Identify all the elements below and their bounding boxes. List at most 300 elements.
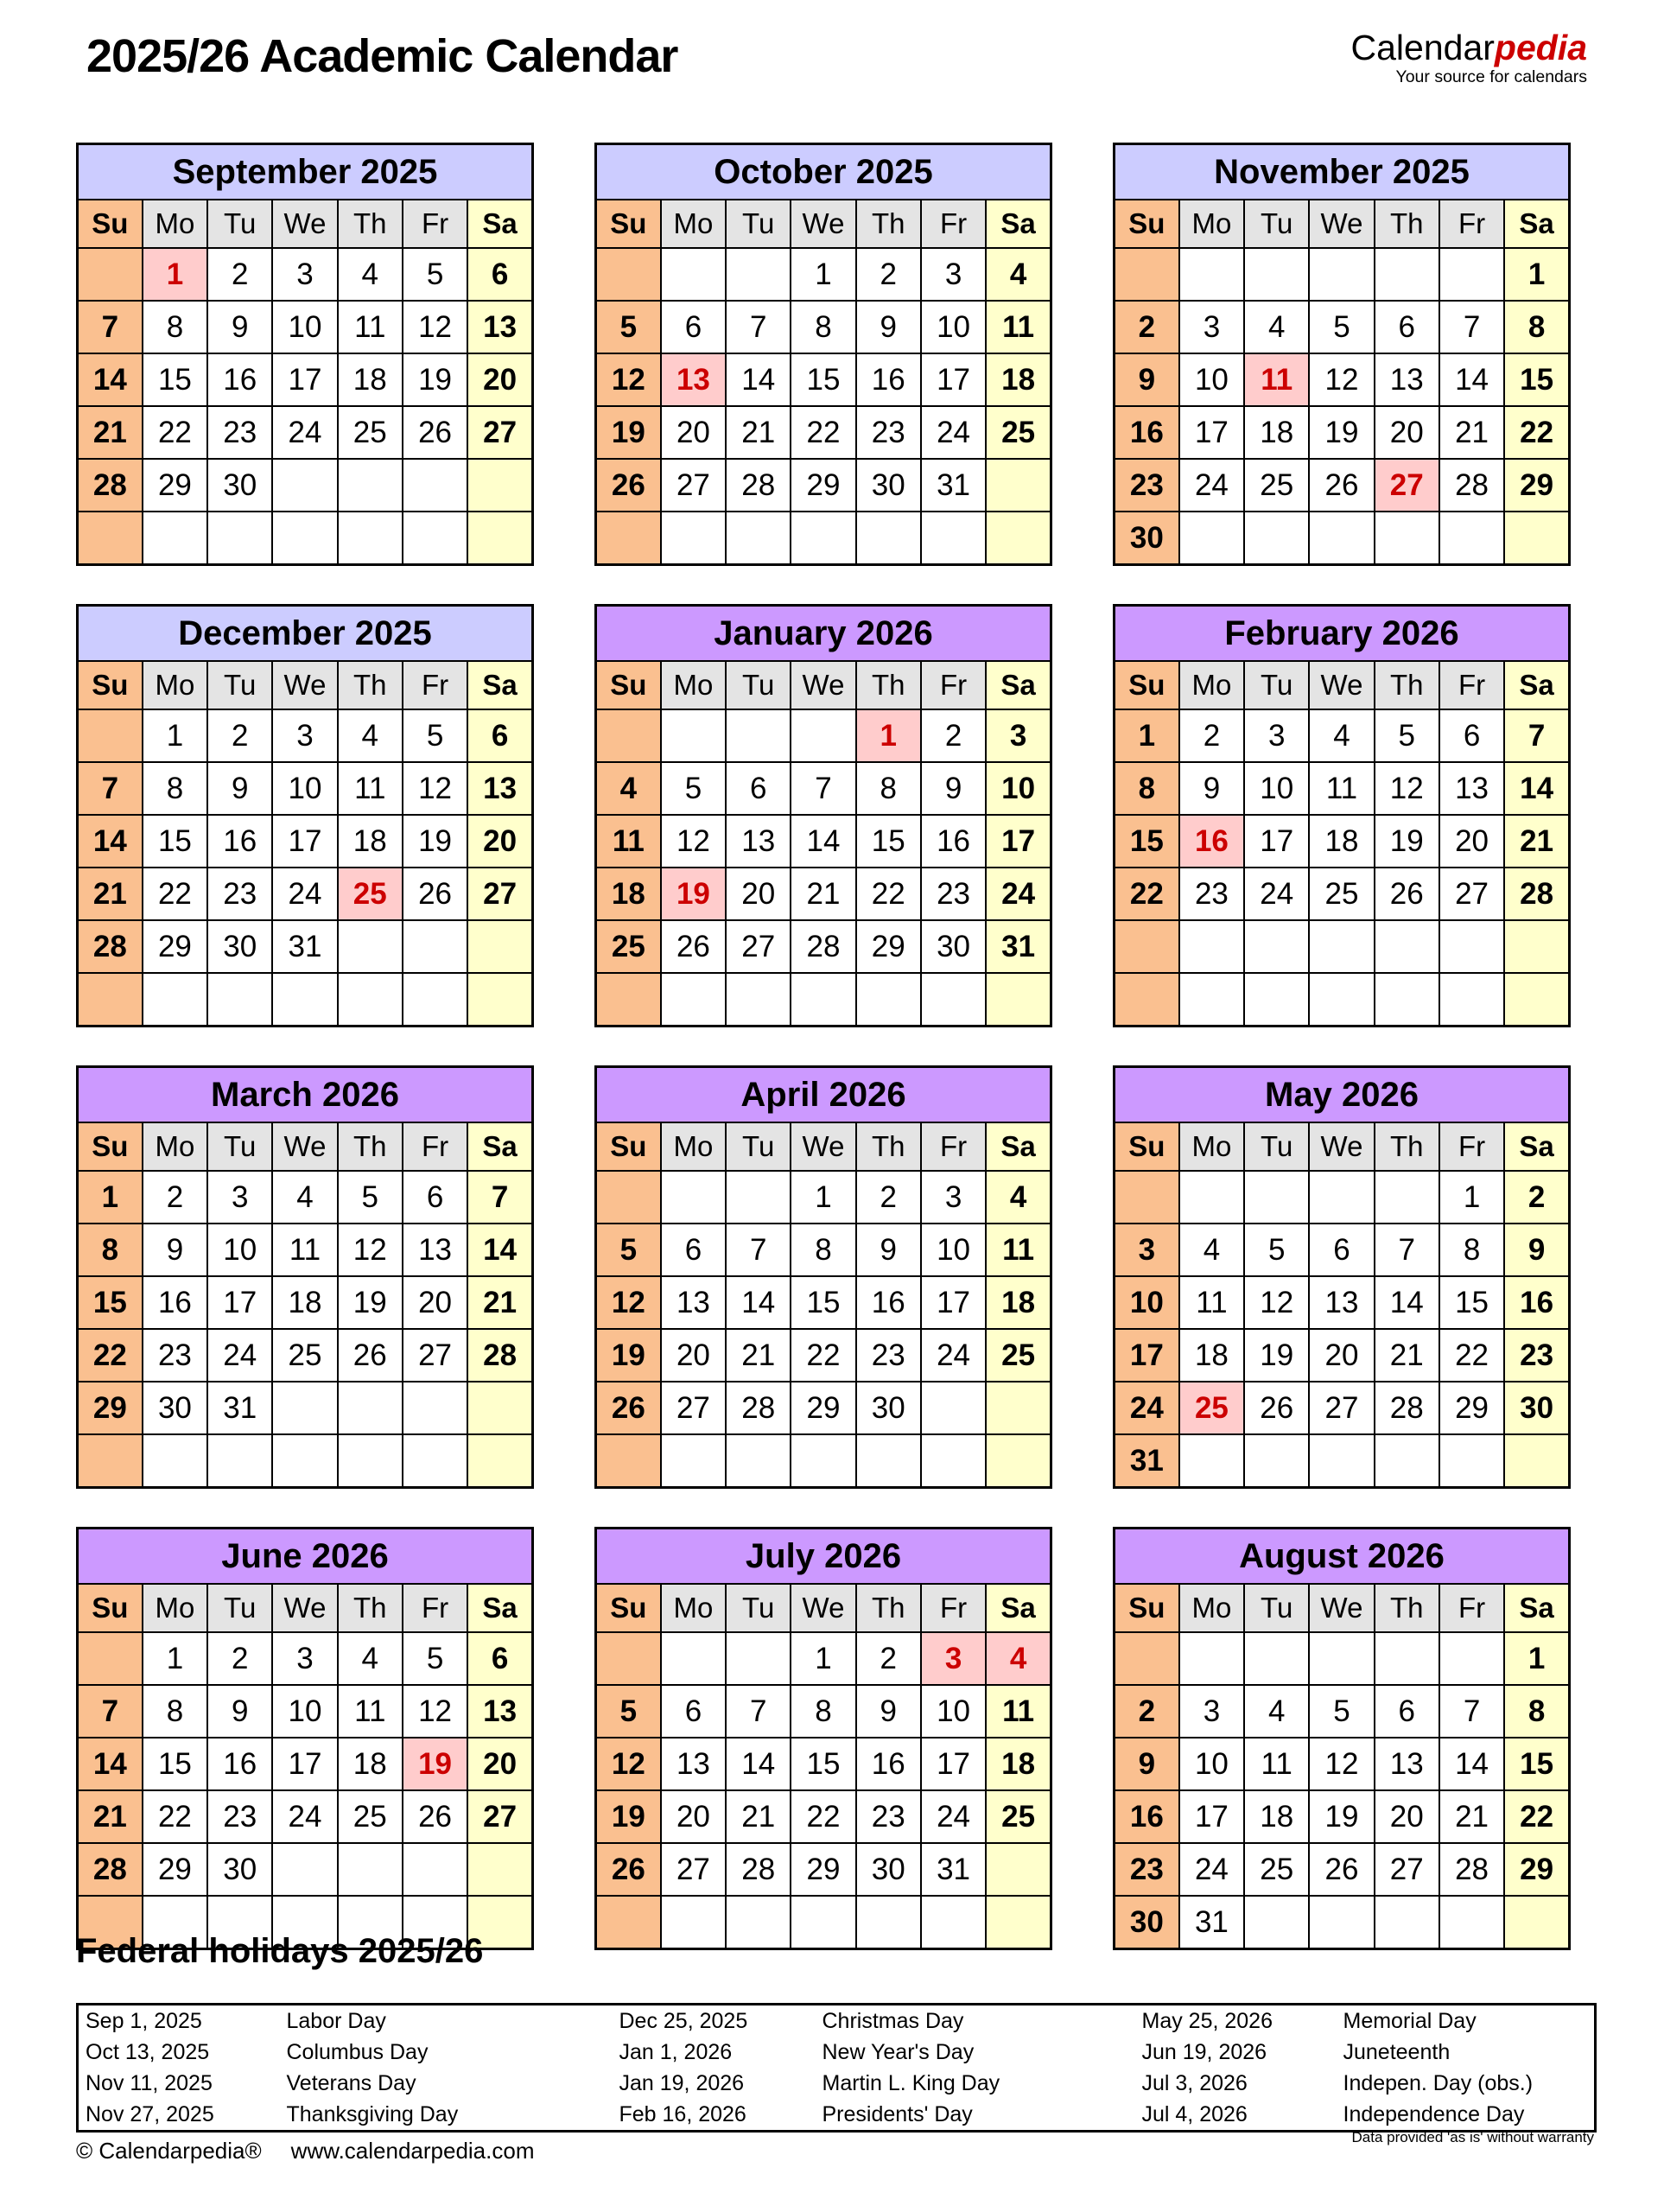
day-cell: 13 [726, 815, 791, 868]
day-cell: 26 [596, 1843, 661, 1896]
empty-cell [403, 1382, 467, 1434]
logo-part-pedia: pedia [1494, 28, 1587, 67]
weekday-header-th: Th [1375, 661, 1439, 709]
month-calendar-september-2025 [76, 143, 534, 566]
day-cell: 24 [1244, 868, 1309, 920]
holiday-date: May 25, 2026 [1141, 2008, 1273, 2033]
month-title: August 2026 [1115, 1529, 1570, 1585]
empty-cell [467, 1434, 532, 1488]
day-cell: 15 [143, 1738, 207, 1790]
empty-cell [467, 459, 532, 512]
empty-cell [1309, 1171, 1374, 1224]
day-cell: 22 [1504, 406, 1569, 459]
weekday-header-su: Su [78, 200, 143, 248]
day-cell: 29 [78, 1382, 143, 1434]
empty-cell [1375, 920, 1439, 973]
day-cell: 3 [1244, 709, 1309, 762]
empty-cell [661, 248, 726, 301]
month-calendar-april-2026 [594, 1065, 1052, 1489]
day-cell: 26 [403, 1790, 467, 1843]
day-cell: 22 [791, 406, 855, 459]
day-cell: 28 [726, 1382, 791, 1434]
empty-cell [1439, 512, 1504, 565]
day-cell: 10 [272, 301, 337, 353]
empty-cell [726, 1434, 791, 1488]
weekday-header-fr: Fr [403, 1122, 467, 1171]
empty-cell [1439, 920, 1504, 973]
weekday-header-mo: Mo [661, 1122, 726, 1171]
empty-cell [207, 512, 272, 565]
day-cell: 8 [143, 301, 207, 353]
weekday-header-mo: Mo [661, 1584, 726, 1632]
empty-cell [403, 973, 467, 1027]
holiday-name: Independence Day [1343, 2101, 1525, 2126]
weekday-header-th: Th [338, 200, 403, 248]
empty-cell [467, 512, 532, 565]
day-cell: 6 [467, 709, 532, 762]
day-cell: 17 [207, 1276, 272, 1329]
day-cell: 5 [1244, 1224, 1309, 1276]
day-cell: 18 [1244, 1790, 1309, 1843]
day-cell: 11 [338, 1685, 403, 1738]
weekday-header-mo: Mo [1179, 1122, 1244, 1171]
day-cell: 5 [338, 1171, 403, 1224]
day-cell: 3 [272, 709, 337, 762]
day-cell: 17 [1115, 1329, 1179, 1382]
weekday-header-tu: Tu [726, 1122, 791, 1171]
day-cell: 13 [1439, 762, 1504, 815]
day-cell: 21 [726, 1329, 791, 1382]
day-cell: 19 [1309, 406, 1374, 459]
holiday-name: Presidents' Day [822, 2101, 973, 2126]
day-cell: 25 [338, 868, 403, 920]
day-cell: 15 [143, 353, 207, 406]
day-cell: 6 [661, 301, 726, 353]
day-cell: 14 [1439, 1738, 1504, 1790]
day-cell: 30 [856, 459, 921, 512]
holiday-name: Veterans Day [286, 2070, 416, 2095]
day-cell: 25 [1244, 1843, 1309, 1896]
day-cell: 28 [726, 1843, 791, 1896]
empty-cell [986, 973, 1051, 1027]
day-cell: 10 [986, 762, 1051, 815]
day-cell: 30 [207, 920, 272, 973]
day-cell: 4 [272, 1171, 337, 1224]
empty-cell [1115, 973, 1179, 1027]
day-cell: 19 [596, 406, 661, 459]
day-cell: 8 [791, 301, 855, 353]
empty-cell [856, 512, 921, 565]
month-calendar-may-2026 [1113, 1065, 1571, 1489]
day-cell: 6 [1439, 709, 1504, 762]
empty-cell [143, 1434, 207, 1488]
weekday-header-tu: Tu [726, 661, 791, 709]
empty-cell [596, 1632, 661, 1685]
day-cell: 1 [78, 1171, 143, 1224]
weekday-header-th: Th [856, 1122, 921, 1171]
day-cell: 7 [726, 1224, 791, 1276]
day-cell: 24 [207, 1329, 272, 1382]
day-cell: 27 [467, 868, 532, 920]
day-cell: 19 [403, 1738, 467, 1790]
empty-cell [78, 1632, 143, 1685]
day-cell: 7 [78, 762, 143, 815]
weekday-header-we: We [272, 200, 337, 248]
day-cell: 6 [661, 1685, 726, 1738]
day-cell: 26 [403, 868, 467, 920]
weekday-header-fr: Fr [403, 661, 467, 709]
day-cell: 21 [726, 406, 791, 459]
day-cell: 18 [1309, 815, 1374, 868]
weekday-header-mo: Mo [661, 661, 726, 709]
day-cell: 19 [596, 1790, 661, 1843]
empty-cell [986, 1896, 1051, 1949]
day-cell: 12 [596, 1276, 661, 1329]
day-cell: 6 [661, 1224, 726, 1276]
empty-cell [78, 973, 143, 1027]
day-cell: 23 [207, 1790, 272, 1843]
day-cell: 22 [791, 1790, 855, 1843]
day-cell: 24 [921, 1790, 986, 1843]
empty-cell [1179, 973, 1244, 1027]
day-cell: 26 [1375, 868, 1439, 920]
day-cell: 3 [1179, 1685, 1244, 1738]
weekday-header-we: We [791, 661, 855, 709]
day-cell: 7 [726, 301, 791, 353]
day-cell: 17 [272, 353, 337, 406]
day-cell: 13 [1309, 1276, 1374, 1329]
empty-cell [1504, 1434, 1569, 1488]
day-cell: 1 [1504, 248, 1569, 301]
weekday-header-fr: Fr [1439, 1122, 1504, 1171]
day-cell: 18 [338, 1738, 403, 1790]
day-cell: 17 [1179, 406, 1244, 459]
day-cell: 16 [856, 1276, 921, 1329]
day-cell: 14 [1375, 1276, 1439, 1329]
day-cell: 8 [78, 1224, 143, 1276]
weekday-header-sa: Sa [1504, 1584, 1569, 1632]
day-cell: 2 [1115, 301, 1179, 353]
day-cell: 1 [143, 709, 207, 762]
day-cell: 12 [661, 815, 726, 868]
empty-cell [596, 973, 661, 1027]
day-cell: 10 [921, 1224, 986, 1276]
day-cell: 2 [143, 1171, 207, 1224]
day-cell: 23 [856, 406, 921, 459]
day-cell: 20 [661, 1790, 726, 1843]
day-cell: 17 [921, 1276, 986, 1329]
day-cell: 12 [1309, 353, 1374, 406]
day-cell: 27 [661, 459, 726, 512]
empty-cell [272, 512, 337, 565]
calendarpedia-logo [1351, 29, 1587, 86]
weekday-header-fr: Fr [921, 200, 986, 248]
copyright-text: © Calendarpedia® [76, 2138, 262, 2164]
weekday-header-su: Su [78, 1122, 143, 1171]
day-cell: 17 [272, 1738, 337, 1790]
day-cell: 14 [726, 1738, 791, 1790]
holiday-row [78, 2005, 1596, 2037]
empty-cell [78, 512, 143, 565]
empty-cell [726, 1632, 791, 1685]
weekday-header-we: We [791, 1122, 855, 1171]
day-cell: 5 [403, 248, 467, 301]
empty-cell [78, 1434, 143, 1488]
empty-cell [661, 1434, 726, 1488]
empty-cell [467, 920, 532, 973]
day-cell: 24 [272, 868, 337, 920]
weekday-header-tu: Tu [207, 200, 272, 248]
weekday-header-sa: Sa [467, 661, 532, 709]
weekday-header-su: Su [1115, 661, 1179, 709]
empty-cell [338, 920, 403, 973]
day-cell: 14 [791, 815, 855, 868]
weekday-header-fr: Fr [921, 661, 986, 709]
holiday-name: Columbus Day [286, 2039, 429, 2064]
day-cell: 23 [1115, 1843, 1179, 1896]
day-cell: 28 [467, 1329, 532, 1382]
empty-cell [1439, 248, 1504, 301]
day-cell: 22 [791, 1329, 855, 1382]
day-cell: 15 [791, 1276, 855, 1329]
holiday-date: Jun 19, 2026 [1141, 2039, 1267, 2064]
empty-cell [1375, 973, 1439, 1027]
weekday-header-th: Th [1375, 200, 1439, 248]
day-cell: 8 [1115, 762, 1179, 815]
day-cell: 19 [403, 353, 467, 406]
day-cell: 20 [661, 1329, 726, 1382]
day-cell: 14 [78, 1738, 143, 1790]
day-cell: 9 [1115, 353, 1179, 406]
empty-cell [1244, 512, 1309, 565]
empty-cell [78, 709, 143, 762]
day-cell: 15 [1504, 353, 1569, 406]
weekday-header-su: Su [1115, 1584, 1179, 1632]
day-cell: 18 [272, 1276, 337, 1329]
holiday-date: Jan 1, 2026 [619, 2039, 733, 2064]
empty-cell [661, 1171, 726, 1224]
day-cell: 26 [403, 406, 467, 459]
day-cell: 22 [143, 868, 207, 920]
day-cell: 13 [661, 1738, 726, 1790]
holiday-date: Feb 16, 2026 [619, 2101, 746, 2126]
empty-cell [1309, 1896, 1374, 1949]
empty-cell [272, 1434, 337, 1488]
footer-disclaimer: Data provided 'as is' without warranty [1351, 2129, 1594, 2145]
empty-cell [272, 1382, 337, 1434]
day-cell: 5 [1375, 709, 1439, 762]
empty-cell [1504, 973, 1569, 1027]
empty-cell [661, 709, 726, 762]
day-cell: 11 [272, 1224, 337, 1276]
empty-cell [596, 709, 661, 762]
empty-cell [1375, 1896, 1439, 1949]
day-cell: 19 [1244, 1329, 1309, 1382]
day-cell: 19 [338, 1276, 403, 1329]
day-cell: 4 [596, 762, 661, 815]
empty-cell [1244, 1896, 1309, 1949]
day-cell: 23 [1115, 459, 1179, 512]
day-cell: 31 [921, 459, 986, 512]
day-cell: 5 [403, 709, 467, 762]
day-cell: 26 [1309, 459, 1374, 512]
empty-cell [1439, 1896, 1504, 1949]
page-title: 2025/26 Academic Calendar [86, 30, 678, 82]
day-cell: 27 [1375, 459, 1439, 512]
day-cell: 11 [986, 1685, 1051, 1738]
day-cell: 20 [1375, 406, 1439, 459]
empty-cell [1115, 1632, 1179, 1685]
day-cell: 30 [1504, 1382, 1569, 1434]
day-cell: 27 [726, 920, 791, 973]
day-cell: 29 [856, 920, 921, 973]
day-cell: 30 [1115, 1896, 1179, 1949]
empty-cell [1439, 1434, 1504, 1488]
day-cell: 3 [272, 1632, 337, 1685]
day-cell: 22 [1504, 1790, 1569, 1843]
weekday-header-tu: Tu [1244, 200, 1309, 248]
day-cell: 23 [1179, 868, 1244, 920]
day-cell: 25 [1179, 1382, 1244, 1434]
day-cell: 21 [78, 868, 143, 920]
month-calendar-june-2026 [76, 1527, 534, 1950]
empty-cell [1439, 1632, 1504, 1685]
day-cell: 6 [1375, 301, 1439, 353]
weekday-header-tu: Tu [726, 1584, 791, 1632]
empty-cell [207, 973, 272, 1027]
month-title: November 2025 [1115, 144, 1570, 200]
day-cell: 29 [1439, 1382, 1504, 1434]
day-cell: 29 [143, 920, 207, 973]
day-cell: 18 [986, 353, 1051, 406]
holiday-name: Indepen. Day (obs.) [1343, 2070, 1534, 2095]
day-cell: 31 [1179, 1896, 1244, 1949]
empty-cell [1375, 1171, 1439, 1224]
day-cell: 1 [1504, 1632, 1569, 1685]
day-cell: 18 [1244, 406, 1309, 459]
day-cell: 20 [403, 1276, 467, 1329]
day-cell: 24 [272, 406, 337, 459]
weekday-header-sa: Sa [986, 1122, 1051, 1171]
day-cell: 16 [207, 815, 272, 868]
month-title: May 2026 [1115, 1067, 1570, 1123]
day-cell: 1 [1115, 709, 1179, 762]
day-cell: 6 [403, 1171, 467, 1224]
day-cell: 1 [791, 1632, 855, 1685]
day-cell: 9 [207, 762, 272, 815]
day-cell: 2 [207, 248, 272, 301]
empty-cell [338, 1843, 403, 1896]
day-cell: 3 [921, 248, 986, 301]
day-cell: 19 [661, 868, 726, 920]
empty-cell [338, 973, 403, 1027]
day-cell: 16 [1115, 1790, 1179, 1843]
empty-cell [1375, 512, 1439, 565]
day-cell: 4 [338, 248, 403, 301]
empty-cell [1179, 1434, 1244, 1488]
empty-cell [1244, 1171, 1309, 1224]
day-cell: 27 [467, 406, 532, 459]
day-cell: 29 [143, 1843, 207, 1896]
day-cell: 10 [207, 1224, 272, 1276]
day-cell: 2 [856, 248, 921, 301]
day-cell: 24 [1179, 1843, 1244, 1896]
day-cell: 3 [1115, 1224, 1179, 1276]
day-cell: 7 [78, 1685, 143, 1738]
day-cell: 13 [403, 1224, 467, 1276]
month-calendar-november-2025 [1113, 143, 1571, 566]
day-cell: 27 [1439, 868, 1504, 920]
weekday-header-th: Th [856, 1584, 921, 1632]
day-cell: 12 [403, 762, 467, 815]
day-cell: 12 [1244, 1276, 1309, 1329]
weekday-header-sa: Sa [986, 1584, 1051, 1632]
day-cell: 29 [791, 1382, 855, 1434]
day-cell: 15 [78, 1276, 143, 1329]
empty-cell [1244, 973, 1309, 1027]
day-cell: 12 [403, 301, 467, 353]
empty-cell [272, 1843, 337, 1896]
day-cell: 5 [403, 1632, 467, 1685]
months-grid [76, 143, 1571, 1950]
day-cell: 3 [207, 1171, 272, 1224]
empty-cell [1115, 920, 1179, 973]
empty-cell [1309, 1632, 1374, 1685]
day-cell: 9 [856, 1224, 921, 1276]
weekday-header-su: Su [78, 661, 143, 709]
day-cell: 16 [1179, 815, 1244, 868]
empty-cell [986, 1382, 1051, 1434]
weekday-header-th: Th [338, 1122, 403, 1171]
day-cell: 18 [338, 353, 403, 406]
empty-cell [1244, 248, 1309, 301]
website-url[interactable]: www.calendarpedia.com [290, 2138, 535, 2164]
logo-part-calendar: Calendar [1350, 28, 1495, 67]
day-cell: 11 [338, 301, 403, 353]
empty-cell [1244, 920, 1309, 973]
day-cell: 15 [1439, 1276, 1504, 1329]
day-cell: 10 [272, 1685, 337, 1738]
day-cell: 8 [1504, 1685, 1569, 1738]
day-cell: 12 [1375, 762, 1439, 815]
day-cell: 15 [143, 815, 207, 868]
day-cell: 25 [596, 920, 661, 973]
day-cell: 25 [338, 406, 403, 459]
day-cell: 9 [856, 1685, 921, 1738]
month-calendar-march-2026 [76, 1065, 534, 1489]
day-cell: 11 [986, 301, 1051, 353]
day-cell: 2 [207, 1632, 272, 1685]
day-cell: 2 [1179, 709, 1244, 762]
day-cell: 19 [403, 815, 467, 868]
empty-cell [467, 1382, 532, 1434]
empty-cell [726, 973, 791, 1027]
day-cell: 25 [986, 1329, 1051, 1382]
empty-cell [921, 1896, 986, 1949]
weekday-header-mo: Mo [143, 200, 207, 248]
weekday-header-we: We [1309, 1584, 1374, 1632]
holiday-date: Sep 1, 2025 [86, 2008, 202, 2033]
day-cell: 7 [78, 301, 143, 353]
empty-cell [791, 709, 855, 762]
day-cell: 30 [143, 1382, 207, 1434]
day-cell: 2 [1504, 1171, 1569, 1224]
day-cell: 11 [338, 762, 403, 815]
weekday-header-mo: Mo [143, 661, 207, 709]
day-cell: 20 [1439, 815, 1504, 868]
empty-cell [921, 512, 986, 565]
day-cell: 25 [986, 1790, 1051, 1843]
